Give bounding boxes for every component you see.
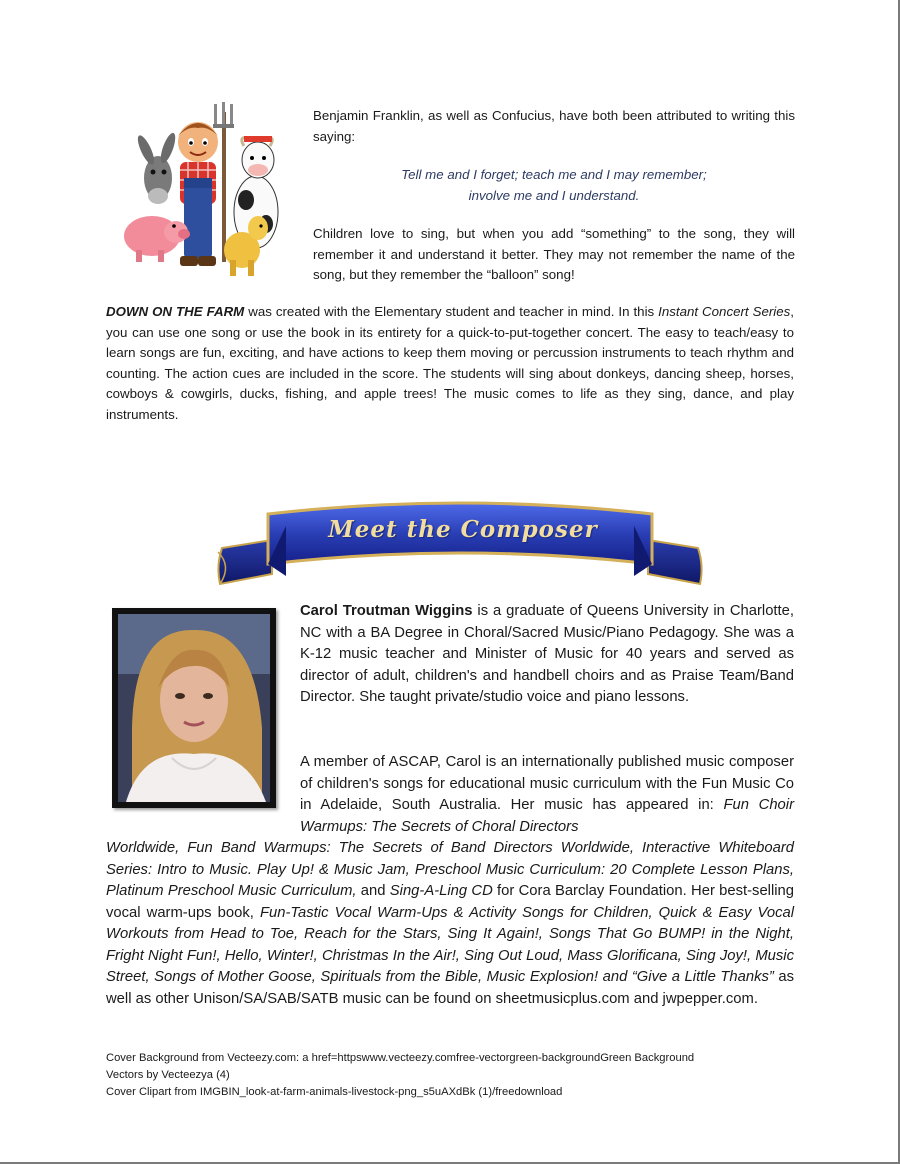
composer-portrait xyxy=(112,608,276,808)
intro-paragraph: Benjamin Franklin, as well as Confucius, have both been attributed to writing this saying: xyxy=(313,108,795,144)
bio-titles-1: Fun Choir Warmups: The Secrets of Choral Directors xyxy=(300,797,794,835)
children-paragraph: Children love to sing, but when you add “something” to the song, they will remember it and understand it better. They may not remember the name of the song, but they remember the “balloon” song! xyxy=(313,226,795,282)
quote-line-1: Tell me and I forget; teach me and I may remember; xyxy=(401,167,707,182)
bio-text-4: for Cora Barclay Foundation. Her best-selling vocal warm-ups book, xyxy=(106,883,794,921)
bio-text-5: as well as other Unison/SA/SAB/SATB music can be found on sheetmusicplus.com and jwpepper.com. xyxy=(106,969,794,1007)
quote-line-2: involve me and I understand. xyxy=(468,187,640,203)
credits-block xyxy=(106,1050,806,1101)
book-title: DOWN ON THE FARM xyxy=(106,304,245,319)
credit-line-2: Vectors by Vecteezya (4) xyxy=(106,1069,230,1081)
bio-paragraph-3 xyxy=(106,838,794,1010)
farm-paragraph xyxy=(106,302,794,425)
bio-text-2: A member of ASCAP, Carol is an internationally published music composer of children's songs for educational music curriculum with the Fun Music Co in Adelaide, South Australia. Her music has appeared in: xyxy=(300,754,794,813)
credit-line-1: Cover Background from Vecteezy.com: a href=httpswww.vecteezy.comfree-vectorgreen-backgroundGreen Background xyxy=(106,1052,695,1064)
meet-composer-banner xyxy=(212,496,708,600)
credit-line-3: Cover Clipart from IMGBIN_look-at-farm-animals-livestock-png_s5uAXdBk (1)/freedownload xyxy=(106,1086,563,1098)
bio-cd-title: Sing-A-Ling CD xyxy=(389,883,493,899)
composer-name: Carol Troutman Wiggins xyxy=(300,603,473,619)
composer-photo xyxy=(112,608,276,808)
bio-paragraph-1 xyxy=(300,601,794,709)
farm-text-1: was created with the Elementary student and teacher in mind. In this xyxy=(244,304,659,319)
bio-paragraph-2 xyxy=(300,752,794,838)
bio-text-1: is a graduate of Queens University in Charlotte, NC with a BA Degree in Choral/Sacred Music/Piano Pedagogy. She was a K-12 music teacher and Minister of Music for 40 years and served as director of adult, children's and handbell choirs and as Praise Team/Band Director. She taught private/studio voice and piano lessons. xyxy=(300,603,794,705)
farm-text-2: , you can use one song or use the book in its entirety for a quick-to-put-together concert. The easy to teach/easy to learn songs are fun, exciting, and have actions to keep them moving or percussion instruments to teach rhythm and counting. The action cues are included in the score. The students will sing about donkeys, dancing sheep, horses, cowboys & cowgirls, ducks, fishing, and apple trees! The music comes to life as they sing, dance, and play instruments. xyxy=(106,304,794,422)
bio-titles-2: Worldwide, Fun Band Warmups: The Secrets of Band Directors Worldwide, Interactive Whiteboard Series: Intro to Music. Play Up! & Music Jam, Preschool Music Curriculum: 20 Complete Lesson Plans, Platinum Preschool Music Curriculum, xyxy=(106,840,794,899)
bio-titles-3: Fun-Tastic Vocal Warm-Ups & Activity Songs for Children, Quick & Easy Vocal Workouts from Head to Toe, Reach for the Stars, Sing It Again!, Songs That Go BUMP! in the Night, Fright Night Fun!, Hello, Winter!, Christmas In the Air!, Sing Out Loud, Mass Glorificana, Sing Joy!, Music Street, Songs of Mother Goose, Spirituals from the Bible, Music Explosion! and “Give a Little Thanks” xyxy=(106,904,794,985)
farm-animals-clipart xyxy=(118,100,298,282)
series-name: Instant Concert Series xyxy=(658,304,791,319)
quote-block xyxy=(313,165,795,206)
banner-title: Meet the Composer xyxy=(328,516,598,543)
bio-text-3: and xyxy=(356,883,390,899)
